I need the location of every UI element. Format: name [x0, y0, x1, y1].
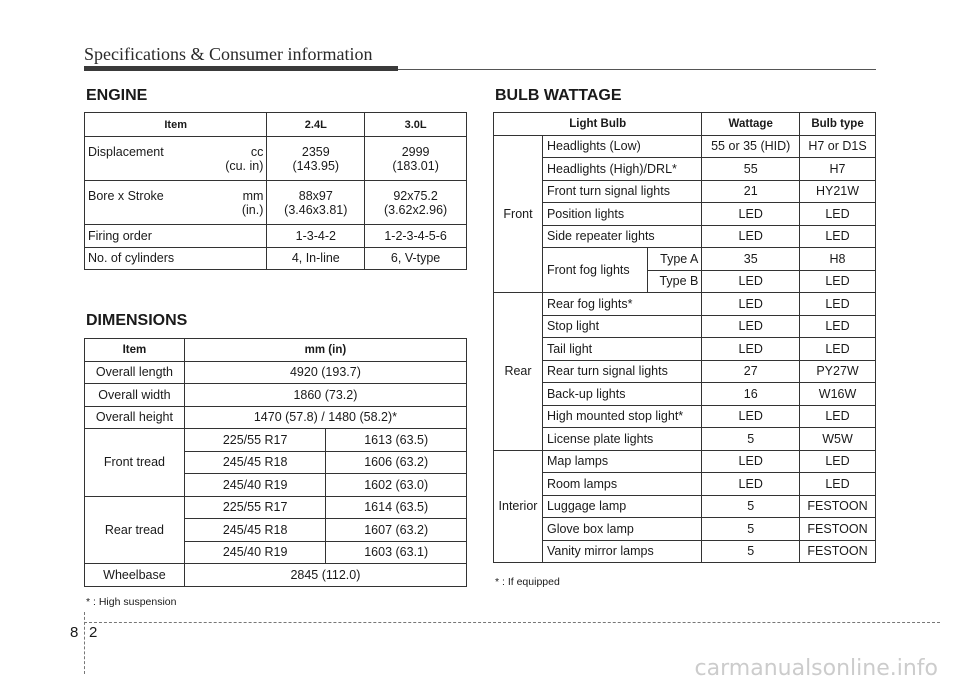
bulb-group-front: Front	[494, 135, 543, 293]
footer-dashed-divider	[84, 612, 85, 674]
page-chapter: 8	[70, 624, 79, 641]
dimensions-table	[84, 338, 467, 587]
engine-value-cell: 88x97 (3.46x3.81)	[267, 181, 365, 225]
bulb-row: Stop light LED LED	[494, 315, 876, 338]
dim-row: 245/45 R18 1607 (63.2)	[85, 519, 467, 542]
engine-item-cell	[85, 181, 267, 225]
engine-row-displacement	[85, 137, 467, 181]
dim-row-wheelbase: Wheelbase 2845 (112.0)	[85, 564, 467, 587]
engine-value-cell: 1-3-4-2	[267, 225, 365, 248]
engine-row-firing	[85, 225, 467, 248]
bulb-title: BULB WATTAGE	[495, 87, 622, 104]
front-tread-label: Front tread	[85, 429, 185, 497]
engine-value-cell: 4, In-line	[267, 247, 365, 270]
engine-unit: mm	[242, 188, 264, 203]
bulb-row: High mounted stop light* LED LED	[494, 405, 876, 428]
page-number: 2	[89, 624, 98, 641]
dim-head-value: mm (in)	[184, 339, 466, 362]
engine-value-cell: 2999 (183.01)	[365, 137, 467, 181]
engine-item-cell	[85, 137, 267, 181]
rear-tread-label: Rear tread	[85, 496, 185, 564]
engine-unit-alt: (in.)	[241, 202, 264, 217]
engine-item-label: Bore x Stroke	[88, 188, 164, 203]
engine-item-label: No. of cylinders	[85, 247, 267, 270]
header-rule	[398, 69, 876, 70]
engine-unit: cc	[250, 144, 264, 159]
bulb-row: Luggage lamp 5 FESTOON	[494, 495, 876, 518]
engine-row-bore	[85, 181, 467, 225]
bulb-table	[493, 112, 876, 563]
dimensions-note: * : High suspension	[86, 596, 177, 608]
dimensions-title: DIMENSIONS	[86, 312, 188, 329]
bulb-row: License plate lights 5 W5W	[494, 428, 876, 451]
engine-head-item: Item	[85, 113, 267, 137]
engine-item-label: Firing order	[85, 225, 267, 248]
bulb-row: Position lights LED LED	[494, 203, 876, 226]
engine-value-cell: 6, V-type	[365, 247, 467, 270]
dim-row-front-tread: Front tread 225/55 R17 1613 (63.5)	[85, 429, 467, 452]
footer-dashed-rule	[84, 622, 940, 623]
dim-head-item: Item	[85, 339, 185, 362]
bulb-group-interior: Interior	[494, 450, 543, 563]
dim-row: 245/45 R18 1606 (63.2)	[85, 451, 467, 474]
bulb-row: Headlights (High)/DRL* 55 H7	[494, 158, 876, 181]
bulb-head-type: Bulb type	[800, 113, 876, 136]
engine-value-cell: 1-2-3-4-5-6	[365, 225, 467, 248]
bulb-row: Front Headlights (Low) 55 or 35 (HID) H7 or D1S	[494, 135, 876, 158]
engine-value-cell: 92x75.2 (3.62x2.96)	[365, 181, 467, 225]
bulb-row: Front turn signal lights 21 HY21W	[494, 180, 876, 203]
engine-value-cell: 2359 (143.95)	[267, 137, 365, 181]
bulb-row: Rear turn signal lights 27 PY27W	[494, 360, 876, 383]
dim-row: 245/40 R19 1602 (63.0)	[85, 474, 467, 497]
bulb-row: Vanity mirror lamps 5 FESTOON	[494, 540, 876, 563]
bulb-row: Tail light LED LED	[494, 338, 876, 361]
bulb-group-rear: Rear	[494, 293, 543, 451]
bulb-row: Interior Map lamps LED LED	[494, 450, 876, 473]
engine-table	[84, 112, 467, 270]
dim-row: Overall width 1860 (73.2)	[85, 384, 467, 407]
bulb-head-wattage: Wattage	[702, 113, 800, 136]
bulb-row: Back-up lights 16 W16W	[494, 383, 876, 406]
engine-title: ENGINE	[86, 87, 148, 104]
engine-unit-alt: (cu. in)	[225, 158, 264, 173]
engine-item-label: Displacement	[88, 144, 164, 159]
bulb-row: Room lamps LED LED	[494, 473, 876, 496]
dim-row-rear-tread: Rear tread 225/55 R17 1614 (63.5)	[85, 496, 467, 519]
dim-row: Overall height 1470 (57.8) / 1480 (58.2)*	[85, 406, 467, 429]
header-bar	[84, 66, 398, 71]
watermark: carmanualsonline.info	[694, 656, 938, 681]
bulb-row: Type B LED LED	[494, 270, 876, 293]
dim-row: 245/40 R19 1603 (63.1)	[85, 541, 467, 564]
engine-head-30: 3.0L	[365, 113, 467, 137]
page-header-title: Specifications & Consumer information	[84, 44, 373, 64]
bulb-row: Front fog lights Type A 35 H8	[494, 248, 876, 271]
bulb-head-light: Light Bulb	[494, 113, 702, 136]
bulb-row: Glove box lamp 5 FESTOON	[494, 518, 876, 541]
front-fog-label: Front fog lights	[542, 248, 647, 293]
bulb-note: * : If equipped	[495, 576, 560, 588]
bulb-row: Rear Rear fog lights* LED LED	[494, 293, 876, 316]
engine-head-24: 2.4L	[267, 113, 365, 137]
dim-row: Overall length 4920 (193.7)	[85, 361, 467, 384]
bulb-row: Side repeater lights LED LED	[494, 225, 876, 248]
engine-row-cylinders	[85, 247, 467, 270]
